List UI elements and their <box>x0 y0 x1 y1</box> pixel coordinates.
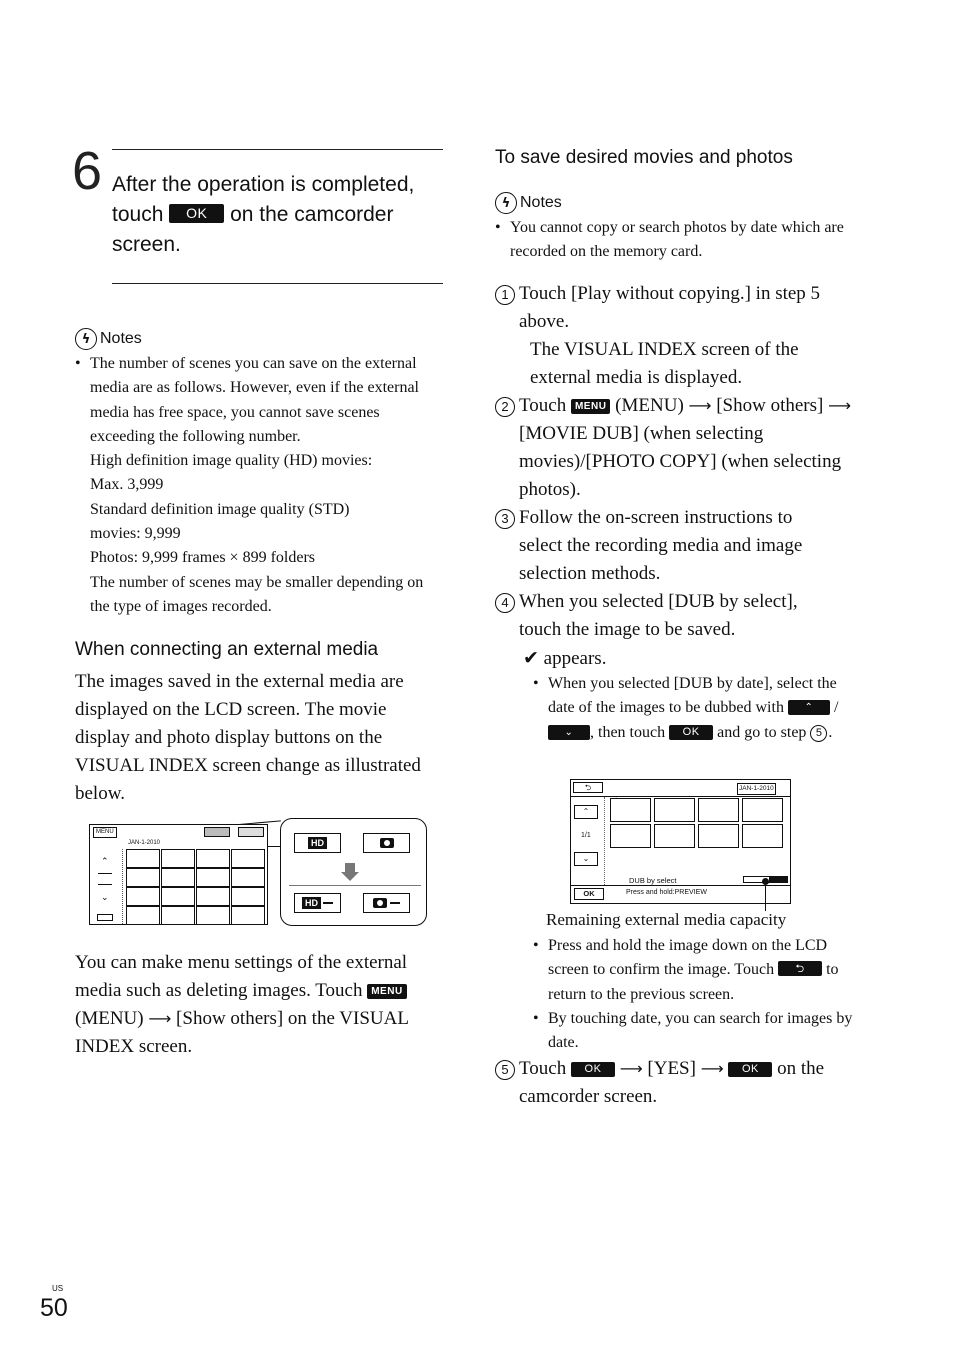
connecting-heading: When connecting an external media <box>75 639 379 660</box>
capacity-leader-dot <box>762 878 769 885</box>
connecting-paragraph: The images saved in the external media are displayed on the LCD screen. The movie display and photo display buttons on the VISUAL INDEX screen change as illustrated below. <box>75 671 421 804</box>
ok-button: OK <box>669 725 713 740</box>
date-button: JAN-1-2010 <box>737 783 776 795</box>
arrow-icon: ⟶ <box>700 1059 724 1078</box>
thumbnail <box>742 798 783 822</box>
thumbnail <box>231 868 265 887</box>
thumb-separator <box>122 849 123 924</box>
dub-mode-label: DUB by select <box>629 876 677 885</box>
step6-line3: screen. <box>112 233 181 256</box>
thumbnail <box>610 824 651 848</box>
left-notes-bullet: • The number of scenes you can save on the external media are as follows. However, even if the external media has free space, you cannot save scenes exceeding the following number. High definition image quality (HD) movies: Max. 3,999 Standard definition image quality (STD) movies: 9,999 Photos: 9,999 frames × 899 folders The number of scenes may be smaller depending on the type of images recorded. <box>75 352 440 619</box>
hd-icon: HD <box>308 837 327 849</box>
scroll-up-button: ⌃ <box>574 805 598 819</box>
footer-rule <box>571 885 790 886</box>
ok-button: OK <box>728 1062 772 1077</box>
thumbnail <box>742 824 783 848</box>
lcd-sidebar <box>92 851 118 921</box>
hd-external-movie-button <box>294 893 341 913</box>
thumbnail <box>161 868 195 887</box>
thumbnail <box>196 906 230 925</box>
thumbnail <box>231 906 265 925</box>
arrow-icon: ⟶ <box>688 396 712 415</box>
callout-divider <box>289 885 421 886</box>
arrow-icon: ⟶ <box>148 1009 172 1028</box>
thumbnail <box>231 849 265 868</box>
menu-button: MENU <box>93 827 117 838</box>
capacity-leader-line <box>765 881 766 911</box>
step-4-bullet-date: • When you selected [DUB by date], select the date of the images to be dubbed with ⌃ / ⌄ , then touch OK and go to step 5 . <box>533 672 858 745</box>
scroll-down-icon: ⌄ <box>101 892 109 902</box>
step-number-1: 1 <box>495 285 515 305</box>
thumbnail <box>126 906 160 925</box>
step-4: 4 When you selected [DUB by select], touch the image to be saved. ✔ appears. <box>495 588 865 673</box>
bullet-preview: • Press and hold the image down on the LCD screen to confirm the image. Touch ⮌ to return to the previous screen. <box>533 934 858 1007</box>
bullet-date-search: • By touching date, you can search for images by date. <box>533 1007 858 1056</box>
lcd-date: JAN-1-2010 <box>128 840 161 846</box>
movie-display-button <box>204 827 230 837</box>
ok-button: OK <box>571 1062 615 1077</box>
camera-photo-button <box>363 833 410 853</box>
step6-line2: touch OK on the camcorder <box>112 203 394 226</box>
up-button: ⌃ <box>788 700 830 715</box>
step6-line1: After the operation is completed, <box>112 173 415 196</box>
thumbnail-grid <box>126 849 266 925</box>
menu-button: MENU <box>367 984 406 999</box>
return-button: ⮌ <box>778 961 822 976</box>
thumbnail <box>161 887 195 906</box>
usb-icon <box>323 902 333 904</box>
ok-button: OK <box>574 888 604 900</box>
step6-top-rule <box>112 149 443 150</box>
step-3: 3 Follow the on-screen instructions to select the recording media and image selection methods. <box>495 504 865 588</box>
back-button: ⮌ <box>573 782 603 793</box>
capacity-fill <box>769 877 787 882</box>
page-number: 50 <box>40 1294 68 1322</box>
step-1: 1 Touch [Play without copying.] in step 5 above. The VISUAL INDEX screen of the external media is displayed. <box>495 280 865 392</box>
thumbnail <box>698 798 739 822</box>
thumbnail <box>126 887 160 906</box>
step6-number: 6 <box>72 141 103 201</box>
thumbnail <box>161 906 195 925</box>
right-heading: To save desired movies and photos <box>495 147 793 168</box>
thumbnail <box>161 849 195 868</box>
visual-index-diagram <box>89 816 429 928</box>
step-2: 2 Touch MENU (MENU) ⟶ [Show others] ⟶ [MOVIE DUB] (when selecting movies)/[PHOTO COPY] (when selecting photos). <box>495 392 865 504</box>
step6-text <box>112 170 447 260</box>
preview-hint: Press and hold:PREVIEW <box>626 889 707 896</box>
scroll-up-icon: ⌃ <box>101 856 109 866</box>
camera-icon <box>380 838 394 848</box>
step-ref-5: 5 <box>810 725 827 742</box>
step-number-4: 4 <box>495 593 515 613</box>
thumbnail <box>126 849 160 868</box>
step-number-5: 5 <box>495 1060 515 1080</box>
right-notes-bullet: • You cannot copy or search photos by date which are recorded on the memory card. <box>495 216 870 265</box>
thumbnail <box>654 824 695 848</box>
sidebar-separator <box>604 797 605 885</box>
thumbnail <box>126 868 160 887</box>
button-change-callout <box>280 818 427 926</box>
notes-icon: ϟ <box>495 192 517 214</box>
lcd-screen <box>89 824 268 925</box>
hd-movie-button <box>294 833 341 853</box>
region-code: US <box>52 1284 64 1293</box>
arrow-icon: ⟶ <box>828 396 852 415</box>
capacity-caption: Remaining external media capacity <box>546 910 787 929</box>
step-4-bullets-more <box>533 934 858 1055</box>
thumbnail <box>196 887 230 906</box>
menu-button: MENU <box>571 399 610 414</box>
ok-button: OK <box>169 204 224 223</box>
step-number-3: 3 <box>495 509 515 529</box>
thumbnail <box>698 824 739 848</box>
menu-paragraph: You can make menu settings of the external media such as deleting images. Touch MENU (MENU) ⟶ [Show others] on the VISUAL INDEX screen. <box>75 952 409 1057</box>
checkmark-icon: ✔ <box>523 647 539 669</box>
photo-display-button <box>238 827 264 837</box>
right-notes-body <box>495 216 870 265</box>
thumbnail <box>196 849 230 868</box>
camera-external-photo-button <box>363 893 410 913</box>
down-button: ⌄ <box>548 725 590 740</box>
left-notes-heading: ϟ Notes <box>75 328 142 350</box>
camera-icon <box>373 898 387 908</box>
thumbnail <box>196 868 230 887</box>
arrow-icon: ⟶ <box>619 1059 643 1078</box>
thumbnail <box>654 798 695 822</box>
back-icon <box>97 914 113 921</box>
thumbnail <box>231 887 265 906</box>
step-5: 5 Touch OK ⟶ [YES] ⟶ OK on the camcorder screen. <box>495 1055 865 1111</box>
notes-icon: ϟ <box>75 328 97 350</box>
callout-line <box>267 846 281 847</box>
step6-bottom-rule <box>112 283 443 284</box>
step-number-2: 2 <box>495 397 515 417</box>
list-icon <box>98 873 112 885</box>
scroll-down-button: ⌄ <box>574 852 598 866</box>
hd-external-icon: HD <box>302 897 321 909</box>
usb-icon <box>390 902 400 904</box>
left-notes-body <box>75 352 440 619</box>
right-notes-heading: ϟ Notes <box>495 192 562 214</box>
thumbnail <box>610 798 651 822</box>
dub-select-screen <box>570 779 791 904</box>
page-indicator: 1/1 <box>581 832 591 839</box>
